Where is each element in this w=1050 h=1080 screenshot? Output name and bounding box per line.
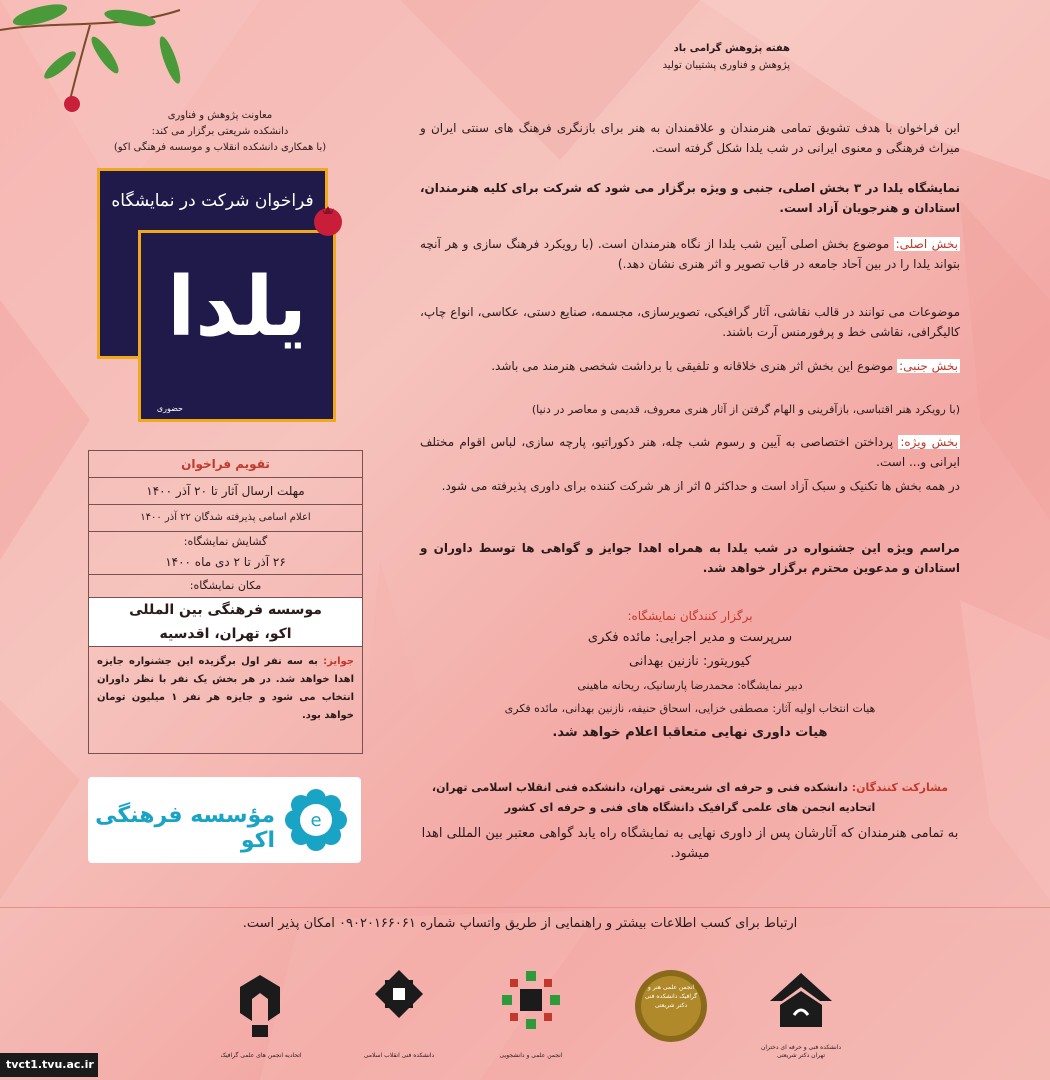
side-section-label: بخش جنبی: bbox=[899, 359, 958, 373]
rules-text: در همه بخش ها تکنیک و سبک آزاد است و حداکثر ۵ اثر از هر شرکت کننده برای داوری پذیرفته می شود. bbox=[441, 479, 960, 493]
partners-block bbox=[420, 778, 960, 818]
site-watermark: tvct1.tvu.ac.ir bbox=[0, 1053, 98, 1077]
partners-label: مشارکت کنندگان: bbox=[851, 781, 949, 794]
main-section-text: موضوع بخش اصلی آیین شب یلدا از نگاه هنرمندان است. (با رویکرد فرهنگ سازی و هر آنچه بتواند یلدا را در بین آحاد جامعه در قاب تصویر و اثر هنری نشان دهد.) bbox=[420, 237, 960, 271]
poster-top-title: فراخوان شرکت در نمایشگاه bbox=[111, 191, 314, 211]
venue-label: مکان نمایشگاه: bbox=[89, 575, 362, 598]
partner-logo-star bbox=[490, 965, 572, 1060]
partner-caption-5: دانشکده فنی و حرفه ای دختران تهران دکتر شریعتی bbox=[760, 1044, 842, 1059]
calendar-title: تقویم فراخوان bbox=[89, 451, 362, 478]
partner-caption-3: انجمن علمی و دانشجویی bbox=[499, 1052, 563, 1059]
prizes-text: به سه نفر اول برگزیده این جشنواره جایزه اهدا خواهد شد. در هر بخش یک نفر با نظر داوران انتخاب می شود و جایزه هر نفر ۱ میلیون تومان خواهد بود. bbox=[97, 656, 354, 721]
opening-dates: ۲۶ آذر تا ۲ دی ماه ۱۴۰۰ bbox=[165, 555, 286, 569]
calendar-accepted: اعلام اسامی پذیرفته شدگان ۲۲ آذر ۱۴۰۰ bbox=[89, 505, 362, 532]
partner-logo-graphic-union bbox=[220, 965, 302, 1060]
calendar-opening bbox=[89, 532, 362, 575]
jury-prelim: هیات انتخاب اولیه آثار: مصطفی خزایی، اسحاق حنیفه، نازنین بهدانی، مائده فکری bbox=[504, 702, 876, 715]
svg-text:e: e bbox=[310, 810, 322, 831]
partner-caption-1: اتحادیه انجمن های علمی گرافیک bbox=[220, 1052, 302, 1059]
shariati-faculty-logo-icon bbox=[760, 965, 842, 1045]
calendar-box bbox=[88, 450, 363, 754]
week-motto bbox=[560, 40, 790, 74]
venue-box bbox=[89, 598, 362, 647]
jury-final: هیات داوری نهایی متعاقبا اعلام خواهد شد. bbox=[552, 725, 828, 740]
motto-line-1: هفته پژوهش گرامی باد bbox=[673, 43, 790, 54]
side-note: (با رویکرد هنر اقتباسی، بازآفرینی و الهام گرفتن از آثار هنری معروف، قدیمی و معاصر در دنیا) bbox=[531, 403, 960, 416]
partner-logo-enghelab bbox=[358, 965, 440, 1060]
organizer-line-3: (با همکاری دانشکده انقلاب و موسسه فرهنگی اکو) bbox=[113, 142, 327, 153]
eco-logo-text: مؤسسه فرهنگی اکو bbox=[95, 803, 275, 853]
branch-decoration bbox=[0, 0, 200, 120]
intro-paragraph: این فراخوان با هدف تشویق تمامی هنرمندان و علاقمندان به هنر برای بازنگری فرهنگ های سنتی ایران و میراث فرهنگی و معنوی ایرانی در شب یلدا شکل گرفته است. bbox=[420, 121, 960, 155]
prizes-label: جوایز: bbox=[323, 656, 354, 667]
opening-label: گشایش نمایشگاه: bbox=[183, 535, 268, 548]
star-pattern-logo-icon bbox=[490, 965, 572, 1045]
poster-small-tag: حضوری bbox=[156, 404, 183, 413]
sections-intro: نمایشگاه یلدا در ۳ بخش اصلی، جنبی و ویژه برگزار می شود که شرکت برای کلیه هنرمندان، استادان و هنرجویان آزاد است. bbox=[420, 181, 960, 215]
organizer-block bbox=[90, 108, 350, 156]
contact-line: ارتباط برای کسب اطلاعات بیشتر و راهنمایی از طریق واتساپ شماره ۰۹۰۲۰۱۶۶۰۶۱ امکان پذیر است. bbox=[242, 916, 798, 931]
poster-front bbox=[138, 230, 336, 422]
poster-big-word: یلدا bbox=[167, 260, 307, 355]
motto-line-2: پژوهش و فناوری پشتیبان تولید bbox=[662, 60, 790, 71]
partners-text: دانشکده فنی و حرفه ای شریعتی تهران، دانشکده فنی انقلاب اسلامی تهران، اتحادیه انجمن های علمی گرافیک دانشگاه های فنی و حرفه ای کشور bbox=[431, 781, 876, 814]
pomegranate-icon bbox=[310, 200, 346, 240]
partner-caption-4: انجمن علمی هنر و گرافیک دانشکده فنی دکتر شریعتی bbox=[644, 984, 698, 1009]
partner-caption-2: دانشکده فنی انقلاب اسلامی bbox=[363, 1052, 435, 1059]
side-section bbox=[420, 356, 960, 376]
partner-logo-shariati-faculty bbox=[760, 965, 842, 1060]
organizer-1: سرپرست و مدیر اجرایی: مائده فکری bbox=[587, 630, 793, 645]
organizer-line-1: معاونت پژوهش و فناوری bbox=[167, 110, 273, 121]
special-section-text: پرداختن اختصاصی به آیین و رسوم شب چله، هنر دکوراتیو، پارچه سازی، لباس اقوام مختلف ایرانی و... است. bbox=[420, 435, 960, 469]
venue-line-2: اکو، تهران، اقدسیه bbox=[159, 626, 292, 642]
footer-divider bbox=[0, 907, 1050, 908]
organizer-3: دبیر نمایشگاه: محمدرضا پارسانیک، ریحانه ماهینی bbox=[577, 679, 803, 692]
special-section-label: بخش ویژه: bbox=[900, 435, 958, 449]
eco-flower-icon bbox=[283, 787, 349, 853]
certificate-text: به تمامی هنرمندان که آثارشان پس از داوری نهایی به نمایشگاه راه یابد گواهی معتبر بین المللی اهدا میشود. bbox=[421, 826, 959, 861]
side-section-text: موضوع این بخش اثر هنری خلاقانه و تلفیقی با برداشت شخصی هنرمند می باشد. bbox=[491, 359, 894, 373]
venue-line-1: موسسه فرهنگی بین المللی bbox=[129, 602, 322, 618]
main-section bbox=[420, 234, 960, 274]
calendar-deadline: مهلت ارسال آثار تا ۲۰ آذر ۱۴۰۰ bbox=[89, 478, 362, 505]
media-text: موضوعات می توانند در قالب نقاشی، آثار گرافیکی، تصویرسازی، مجسمه، صنایع دستی، عکاسی، انواع چاپ، کالیگرافی، نقاشی خط و پرفورمنس آرت باشند. bbox=[420, 305, 960, 339]
organizer-2: کیوریتور: نازنین بهدانی bbox=[628, 654, 752, 669]
prizes-block bbox=[89, 647, 362, 731]
special-section bbox=[420, 432, 960, 472]
eco-institute-logo bbox=[88, 777, 361, 863]
enghelab-faculty-logo-icon bbox=[358, 965, 440, 1045]
organizers-block bbox=[420, 606, 960, 746]
partner-logo-shariati-seal bbox=[630, 965, 712, 1060]
organizers-title: برگزار کنندگان نمایشگاه: bbox=[627, 609, 753, 623]
main-section-label: بخش اصلی: bbox=[895, 237, 958, 251]
ceremony-text: مراسم ویژه این جشنواره در شب یلدا به همراه اهدا جوایز و گواهی ها توسط داوران و استادان و مدعوین محترم برگزار خواهد شد. bbox=[420, 541, 960, 575]
anjoman-graphic-union-logo-icon bbox=[220, 965, 302, 1045]
organizer-line-2: دانشکده شریعتی برگزار می کند: bbox=[151, 126, 289, 137]
